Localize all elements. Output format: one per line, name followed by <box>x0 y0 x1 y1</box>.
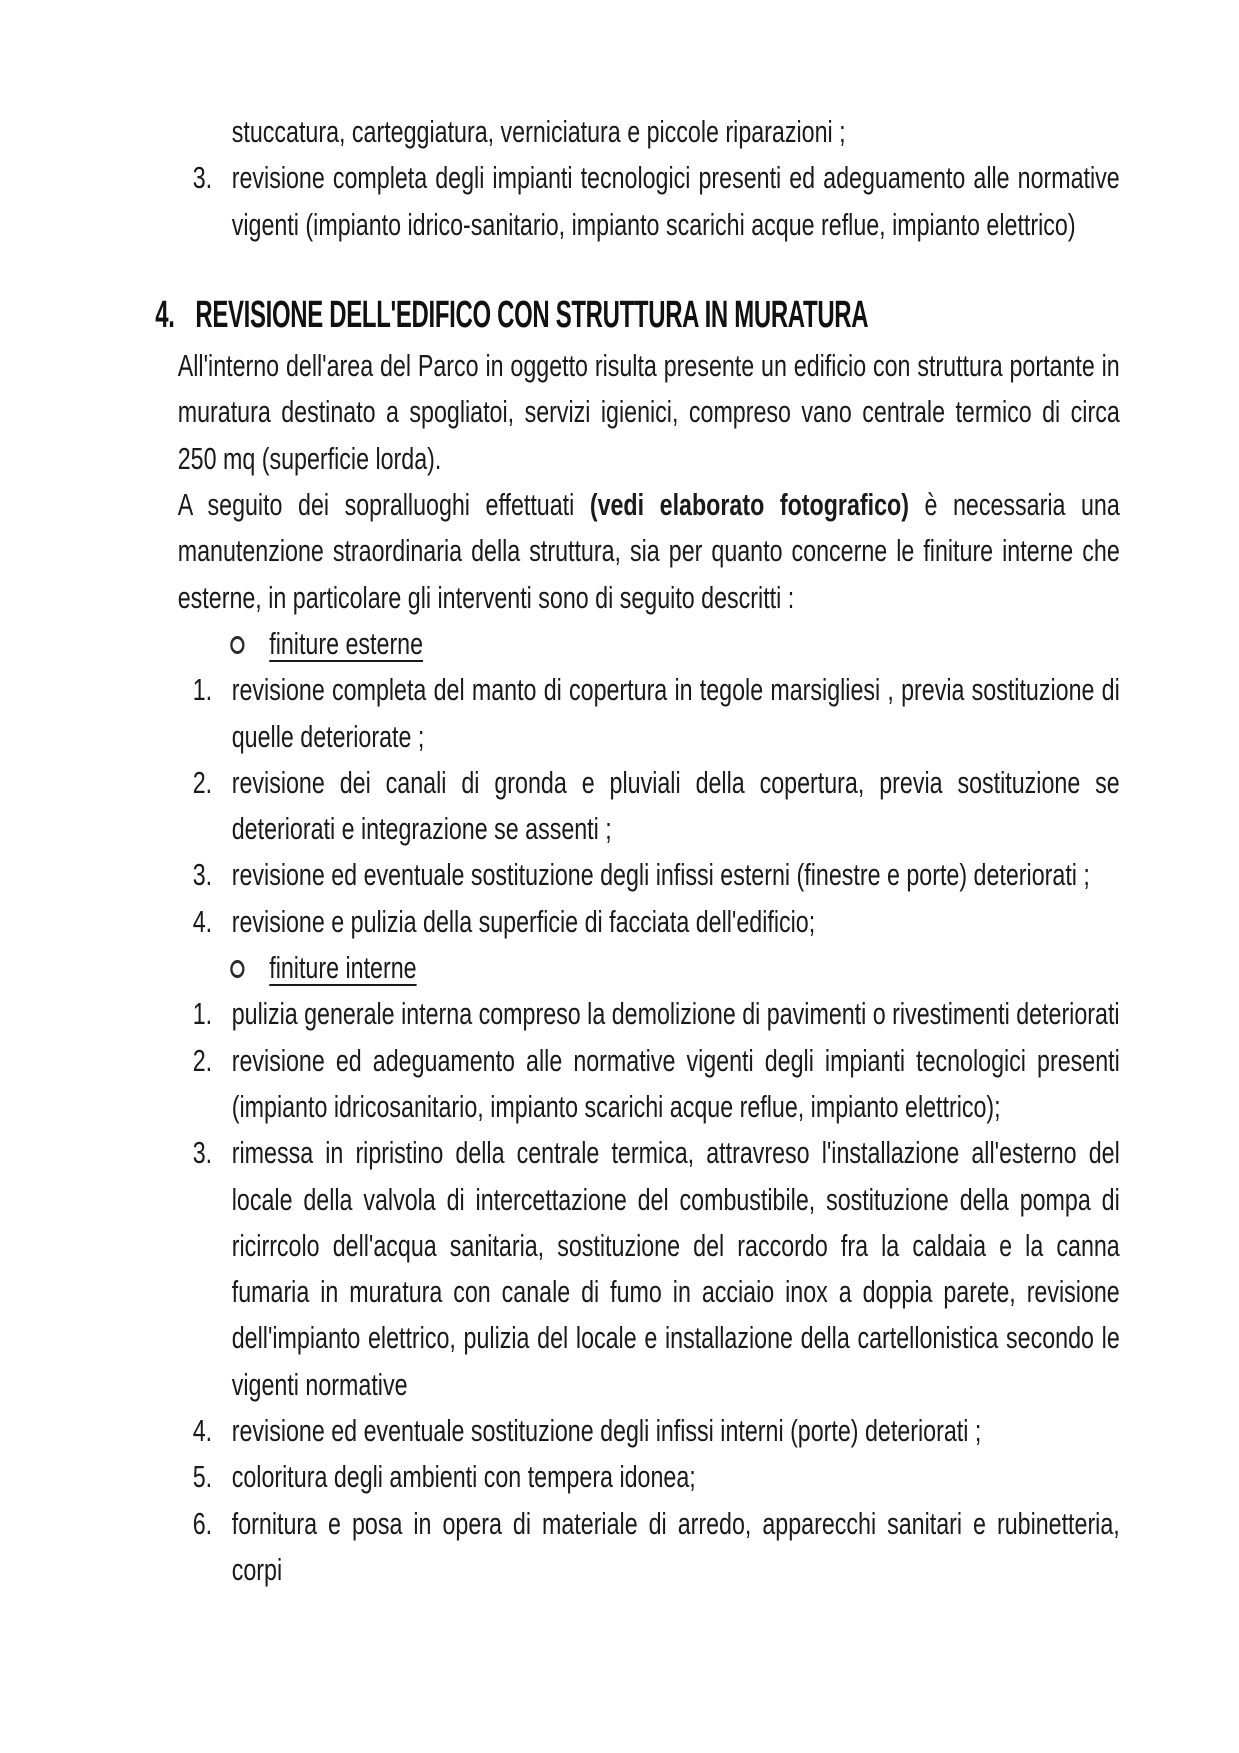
list-item <box>192 1038 1120 1131</box>
list-item-number: 2. <box>192 764 213 800</box>
paragraph-text: è necessaria una manutenzione straordinaria della struttura, sia per quanto concerne le finiture interne che esterne, in particolare gli interventi sono di seguito descritti : <box>177 487 1120 615</box>
bullet-heading-finiture-esterne <box>230 621 1120 667</box>
list-item-text: revisione ed eventuale sostituzione degli infissi interni (porte) deteriorati ; <box>231 1413 982 1449</box>
list-item-text: fornitura e posa in opera di materiale di arredo, apparecchi sanitari e rubinetteria, corpi <box>231 1505 1120 1587</box>
list-item-number: 3. <box>192 160 213 196</box>
list-item <box>192 1454 1120 1500</box>
list-item-number: 2. <box>192 1042 213 1078</box>
list-item <box>192 852 1120 898</box>
paragraph-bold-text: (vedi elaborato fotografico) <box>589 487 909 523</box>
list-item <box>192 991 1120 1037</box>
paragraph <box>178 482 1120 621</box>
list-item <box>192 155 1120 248</box>
list-item-number: 5. <box>192 1459 213 1495</box>
list-item-number: 4. <box>192 1413 213 1449</box>
list-item-text: revisione ed adeguamento alle normative vigenti degli impianti tecnologici presenti (impianto idricosanitario, impianto scarichi acque reflue, impianto elettrico); <box>231 1042 1120 1124</box>
paragraph: All'interno dell'area del Parco in oggetto risulta presente un edificio con struttura portante in muratura destinato a spogliatoi, servizi igienici, compreso vano centrale termico di circa 250 mq (superficie lorda). <box>177 348 1120 476</box>
list-item-text: revisione completa del manto di copertura in tegole marsigliesi , previa sostituzione di quelle deteriorate ; <box>231 672 1120 754</box>
list-item-text: pulizia generale interna compreso la demolizione di pavimenti o rivestimenti deteriorati <box>231 996 1120 1032</box>
list-item-number: 3. <box>192 1135 213 1171</box>
list-item <box>192 667 1120 760</box>
list-item-text: rimessa in ripristino della centrale termica, attravreso l'installazione all'esterno del locale della valvola di intercettazione del combustibile, sostituzione della pompa di ricirrcolo dell'acqua sanitaria, sostituzione del raccordo fra la caldaia e la canna fumaria in muratura con canale di fumo in acciaio inox a doppia parete, revisione dell'impianto elettrico, pulizia del locale e installazione della cartellonistica secondo le vigenti normative <box>231 1135 1120 1402</box>
section-heading-inner <box>155 292 868 338</box>
list-item-text: revisione ed eventuale sostituzione degli infissi esterni (finestre e porte) deteriorati ; <box>231 857 1090 893</box>
section-heading-text: REVISIONE DELL'EDIFICO CON STRUTTURA IN MURATURA <box>195 293 869 336</box>
bullet-circle-icon <box>230 636 244 654</box>
bullet-heading-finiture-interne <box>230 945 1120 991</box>
paragraph-text: A seguito dei sopralluoghi effettuati <box>177 487 590 523</box>
list-item-number: 6. <box>192 1505 213 1541</box>
list-item <box>192 1408 1120 1454</box>
bullet-label: finiture interne <box>269 950 417 986</box>
list-item-text: revisione dei canali di gronda e pluviali della copertura, previa sostituzione se deteriorati e integrazione se assenti ; <box>231 764 1120 847</box>
list-item-number: 4. <box>192 903 213 939</box>
list-item-text: revisione completa degli impianti tecnologici presenti ed adeguamento alle normative vigenti (impianto idrico-sanitario, impianto scarichi acque reflue, impianto elettrico) <box>231 160 1120 242</box>
list-item-continuation: stuccatura, carteggiatura, verniciatura e piccole riparazioni ; <box>231 114 846 149</box>
list-item <box>192 1130 1120 1408</box>
section-heading <box>155 292 1239 340</box>
list-item-number: 1. <box>192 672 213 708</box>
list-item-text: coloritura degli ambienti con tempera idonea; <box>231 1459 696 1495</box>
bullet-label: finiture esterne <box>269 625 424 661</box>
list-item-number: 3. <box>192 857 213 893</box>
bullet-circle-icon <box>230 960 244 978</box>
list-item-text: revisione e pulizia della superficie di facciata dell'edificio; <box>231 903 816 939</box>
list-item-number: 1. <box>192 996 213 1032</box>
list-item <box>192 1501 1120 1594</box>
list-item <box>192 899 1120 945</box>
section-heading-number: 4. <box>155 293 175 336</box>
list-item <box>192 760 1120 853</box>
